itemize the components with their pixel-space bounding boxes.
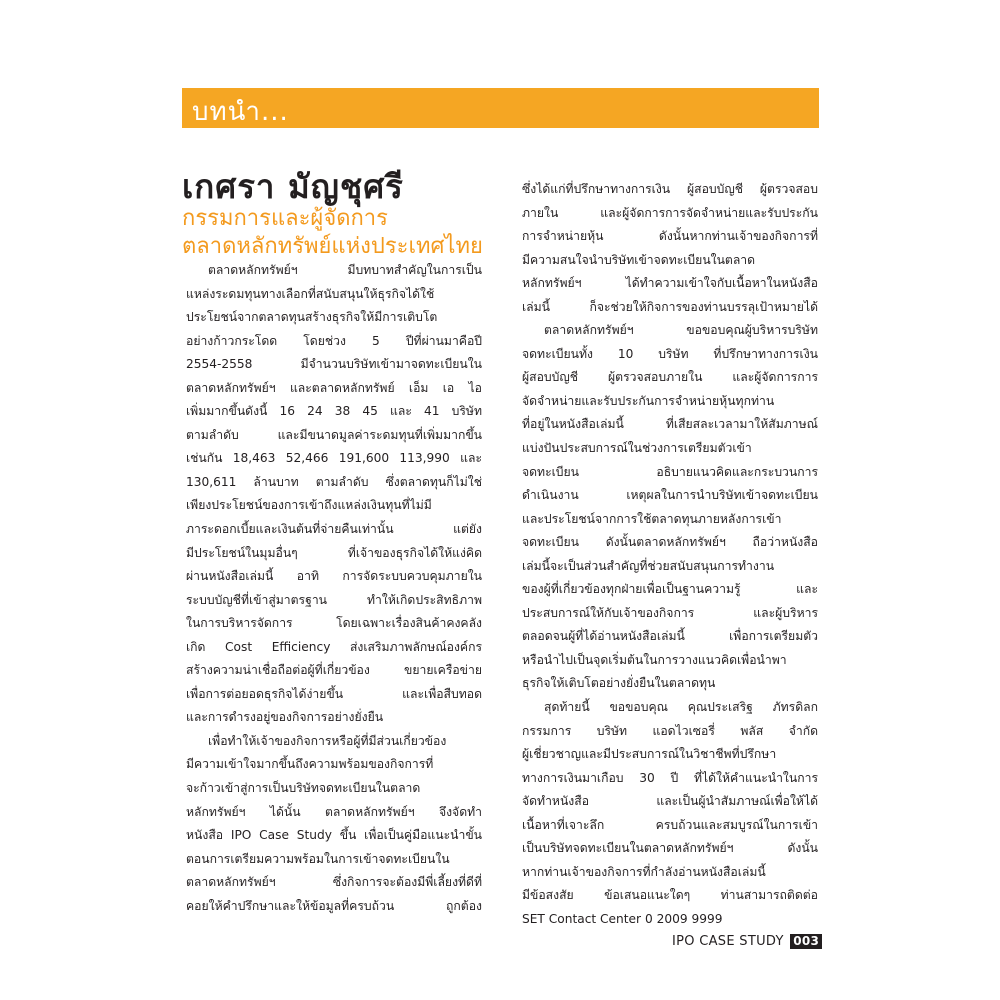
paragraph-line: ตอนการเตรียมความพร้อมในการเข้าจดทะเบียนใน [186,851,450,866]
paragraph-line: ประสบการณ์ให้กับเจ้าของกิจการ และผู้บริหาร [522,605,818,620]
paragraph-line: จัดจำหน่ายและรับประกันการจำหน่ายหุ้นทุกท่าน [522,393,775,408]
paragraph-line: จดทะเบียน ดังนั้นตลาดหลักทรัพย์ฯ ถือว่าหนังสือ [522,535,818,550]
author-role [182,205,483,261]
footer-label: IPO CASE STUDY [672,934,784,949]
paragraph-line: ภายใน และผู้จัดการการจัดจำหน่ายและรับประกัน [522,205,818,220]
paragraph-line: ตลาดหลักทรัพย์ฯ มีบทบาทสำคัญในการเป็น [208,263,482,277]
paragraph-line: มีความเข้าใจมากขึ้นถึงความพร้อมของกิจการที่ [186,757,434,772]
page-number: 003 [790,934,822,949]
paragraph-line: ระบบบัญชีที่เข้าสู่มาตรฐาน ทำให้เกิดประสิทธิภาพ [186,592,482,607]
paragraph-line: เป็นบริษัทจดทะเบียนในตลาดหลักทรัพย์ฯ ดังนั้น [522,841,818,856]
author-name: เกศรา มัญชุศรี [182,167,404,206]
paragraph-line: จดทะเบียนทั้ง 10 บริษัท ที่ปรึกษาทางการเงิน [522,346,818,361]
paragraph-line: จดทะเบียน อธิบายแนวคิดและกระบวนการ [522,464,818,479]
section-banner [182,88,819,128]
paragraph-line: จะก้าวเข้าสู่การเป็นบริษัทจดทะเบียนในตลาด [186,781,421,796]
paragraph-line: เนื้อหาที่เจาะลึก ครบถ้วนและสมบูรณ์ในการเข้า [522,817,818,832]
paragraph-line: เพิ่มมากขึ้นดังนี้ 16 24 38 45 และ 41 บริษัท [186,404,482,419]
paragraph-line: 130,611 ล้านบาท ตามลำดับ ซึ่งตลาดทุนก็ไม่ใช่ [186,474,482,489]
paragraph-line: แหล่งระดมทุนทางเลือกที่สนับสนุนให้ธุรกิจได้ใช้ [186,286,435,301]
right-text-column [522,178,818,932]
paragraph-line: ประโยชน์จากตลาดทุนสร้างธุรกิจให้มีการเติบโต [186,310,438,325]
paragraph-line: ซึ่งได้แก่ที่ปรึกษาทางการเงิน ผู้สอบบัญชี ผู้ตรวจสอบ [522,182,818,196]
paragraph-line: SET Contact Center 0 2009 9999 [522,911,723,926]
paragraph-line: สุดท้ายนี้ ขอขอบคุณ คุณประเสริฐ ภัทรดิลก [544,700,818,715]
paragraph-line: เล่มนี้จะเป็นส่วนสำคัญที่ช่วยสนับสนุนการทำงาน [522,558,775,573]
paragraph-line: ตลอดจนผู้ที่ได้อ่านหนังสือเล่มนี้ เพื่อการเตรียมตัว [522,629,818,644]
paragraph-line: อย่างก้าวกระโดด โดยช่วง 5 ปีที่ผ่านมาคือปี [186,333,482,348]
paragraph-line: และการดำรงอยู่ของกิจการอย่างยั่งยืน [186,710,384,725]
paragraph-line: เพื่อทำให้เจ้าของกิจการหรือผู้ที่มีส่วนเกี่ยวข้อง [208,733,447,748]
paragraph-line: เพียงประโยชน์ของการเข้าถึงแหล่งเงินทุนที่ไม่มี [186,498,432,513]
paragraph-line: ผ่านหนังสือเล่มนี้ อาทิ การจัดระบบควบคุมภายใน [186,569,482,584]
paragraph-line: ตลาดหลักทรัพย์ฯ ขอขอบคุณผู้บริหารบริษัท [544,323,818,338]
paragraph-line: หนังสือ IPO Case Study ขึ้น เพื่อเป็นคู่มือแนะนำขั้น [186,828,482,843]
paragraph-line: เช่นกัน 18,463 52,466 191,600 113,990 และ [186,451,482,466]
paragraph-line: และประโยชน์จากการใช้ตลาดทุนภายหลังการเข้า [522,511,782,526]
paragraph-line: ของผู้ที่เกี่ยวข้องทุกฝ่ายเพื่อเป็นฐานความรู้ และ [522,582,818,597]
paragraph-line: ทางการเงินมาเกือบ 30 ปี ที่ได้ให้คำแนะนำในการ [522,770,818,785]
paragraph-line: หากท่านเจ้าของกิจการที่กำลังอ่านหนังสือเล่มนี้ [522,864,766,879]
left-text-column [186,259,482,918]
paragraph-line: ตามลำดับ และมีขนาดมูลค่าระดมทุนที่เพิ่มมากขึ้น [186,427,482,442]
section-title: บทนำ... [192,97,289,127]
paragraph-line: การจำหน่ายหุ้น ดังนั้นหากท่านเจ้าของกิจการที่ [522,229,818,244]
paragraph-line: กรรมการ บริษัท แอดไวเซอรี่ พลัส จำกัด [522,723,818,738]
paragraph-line: หลักทรัพย์ฯ ได้ทำความเข้าใจกับเนื้อหาในหนังสือ [522,276,818,291]
author-role-line: ตลาดหลักทรัพย์แห่งประเทศไทย [182,234,483,259]
paragraph-line: ตลาดหลักทรัพย์ฯ ซึ่งกิจการจะต้องมีพี่เลี้ยงที่ดีที่ [186,875,482,890]
paragraph-line: คอยให้คำปรึกษาและให้ข้อมูลที่ครบถ้วน ถูกต้อง [186,898,482,913]
paragraph-line: จัดทำหนังสือ และเป็นผู้นำสัมภาษณ์เพื่อให้ได้ [522,794,818,809]
paragraph-line: เล่มนี้ ก็จะช่วยให้กิจการของท่านบรรลุเป้าหมายได้ [522,299,818,314]
paragraph-line: 2554-2558 มีจำนวนบริษัทเข้ามาจดทะเบียนใน [186,357,482,372]
paragraph-line: เกิด Cost Efficiency ส่งเสริมภาพลักษณ์องค์กร [186,639,482,654]
paragraph-line: แบ่งปันประสบการณ์ในช่วงการเตรียมตัวเข้า [522,441,752,456]
author-role-line: กรรมการและผู้จัดการ [182,206,388,231]
page-footer [672,934,822,949]
paragraph-line: สร้างความน่าเชื่อถือต่อผู้ที่เกี่ยวข้อง ขยายเครือข่าย [186,663,482,678]
paragraph-line: ที่อยู่ในหนังสือเล่มนี้ ที่เสียสละเวลามาให้สัมภาษณ์ [522,417,818,432]
paragraph-line: มีข้อสงสัย ข้อเสนอแนะใดๆ ท่านสามารถติดต่อ [522,888,818,903]
paragraph-line: หรือนำไปเป็นจุดเริ่มต้นในการวางแนวคิดเพื่อนำพา [522,652,787,667]
paragraph-line: ธุรกิจให้เติบโตอย่างยั่งยืนในตลาดทุน [522,676,716,691]
paragraph-line: ดำเนินงาน เหตุผลในการนำบริษัทเข้าจดทะเบียน [522,488,818,503]
paragraph-line: หลักทรัพย์ฯ ได้นั้น ตลาดหลักทรัพย์ฯ จึงจัดทำ [186,804,482,819]
paragraph-line: ในการบริหารจัดการ โดยเฉพาะเรื่องสินค้าคงคลัง [186,616,482,631]
paragraph-line: ผู้เชี่ยวชาญและมีประสบการณ์ในวิชาชีพที่ปรึกษา [522,747,777,762]
paragraph-line: ผู้สอบบัญชี ผู้ตรวจสอบภายใน และผู้จัดการการ [522,370,818,385]
paragraph-line: มีประโยชน์ในมุมอื่นๆ ที่เจ้าของธุรกิจได้ให้แง่คิด [186,545,482,560]
paragraph-line: ภาระดอกเบี้ยและเงินต้นที่จ่ายคืนเท่านั้น แต่ยัง [186,522,482,537]
paragraph-line: มีความสนใจนำบริษัทเข้าจดทะเบียนในตลาด [522,252,756,267]
paragraph-line: ตลาดหลักทรัพย์ฯ และตลาดหลักทรัพย์ เอ็ม เอ ไอ [186,380,482,395]
paragraph-line: เพื่อการต่อยอดธุรกิจได้ง่ายขึ้น และเพื่อสืบทอด [186,686,482,701]
